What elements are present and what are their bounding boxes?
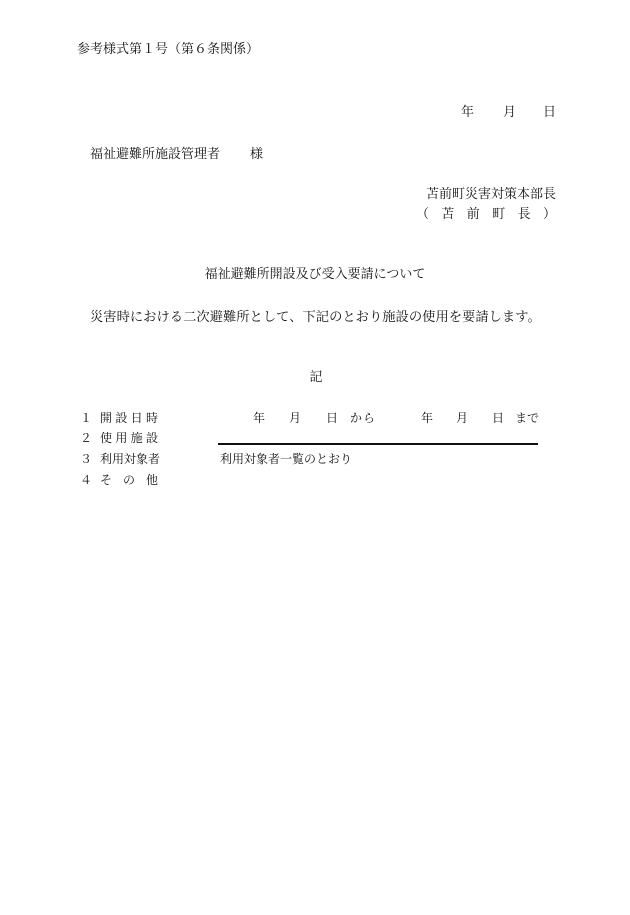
item-label-facility: 使用施設 xyxy=(100,431,158,445)
item-number: ２ xyxy=(80,431,93,445)
period-start-year: 年 xyxy=(253,411,266,425)
facility-underline xyxy=(218,443,538,445)
date-month-label: 月 xyxy=(503,105,517,120)
item-number: ４ xyxy=(80,473,93,487)
document-subject: 福祉避難所開設及び受入要請について xyxy=(204,267,426,282)
date-day-label: 日 xyxy=(543,105,557,120)
period-end-suffix: まで xyxy=(515,411,540,425)
period-start-suffix: から xyxy=(350,411,377,425)
sender-title: 苫前町災害対策本部長 xyxy=(425,187,556,202)
sender-subtitle: （苫前町長） xyxy=(416,207,556,222)
ki-heading: 記 xyxy=(309,370,323,385)
period-end-day: 日 xyxy=(492,411,505,425)
item-label-other: その他 xyxy=(100,473,158,487)
date-year-label: 年 xyxy=(461,105,475,120)
item-label-target-users: 利用対象者 xyxy=(100,452,161,466)
period-end-year: 年 xyxy=(421,411,434,425)
item-value-target-users: 利用対象者一覧のとおり xyxy=(220,452,353,466)
period-start-month: 月 xyxy=(289,411,302,425)
item-label-opening-datetime: 開設日時 xyxy=(100,411,158,425)
form-reference: 参考様式第１号（第６条関係） xyxy=(77,42,260,57)
addressee-name: 福祉避難所施設管理者 xyxy=(90,147,221,162)
item-number: ３ xyxy=(80,452,93,466)
item-number: １ xyxy=(80,411,93,425)
period-start-day: 日 xyxy=(326,411,339,425)
document-body: 災害時における二次避難所として、下記のとおり施設の使用を要請します。 xyxy=(90,310,541,325)
addressee-honorific: 様 xyxy=(250,147,264,162)
period-end-month: 月 xyxy=(456,411,469,425)
